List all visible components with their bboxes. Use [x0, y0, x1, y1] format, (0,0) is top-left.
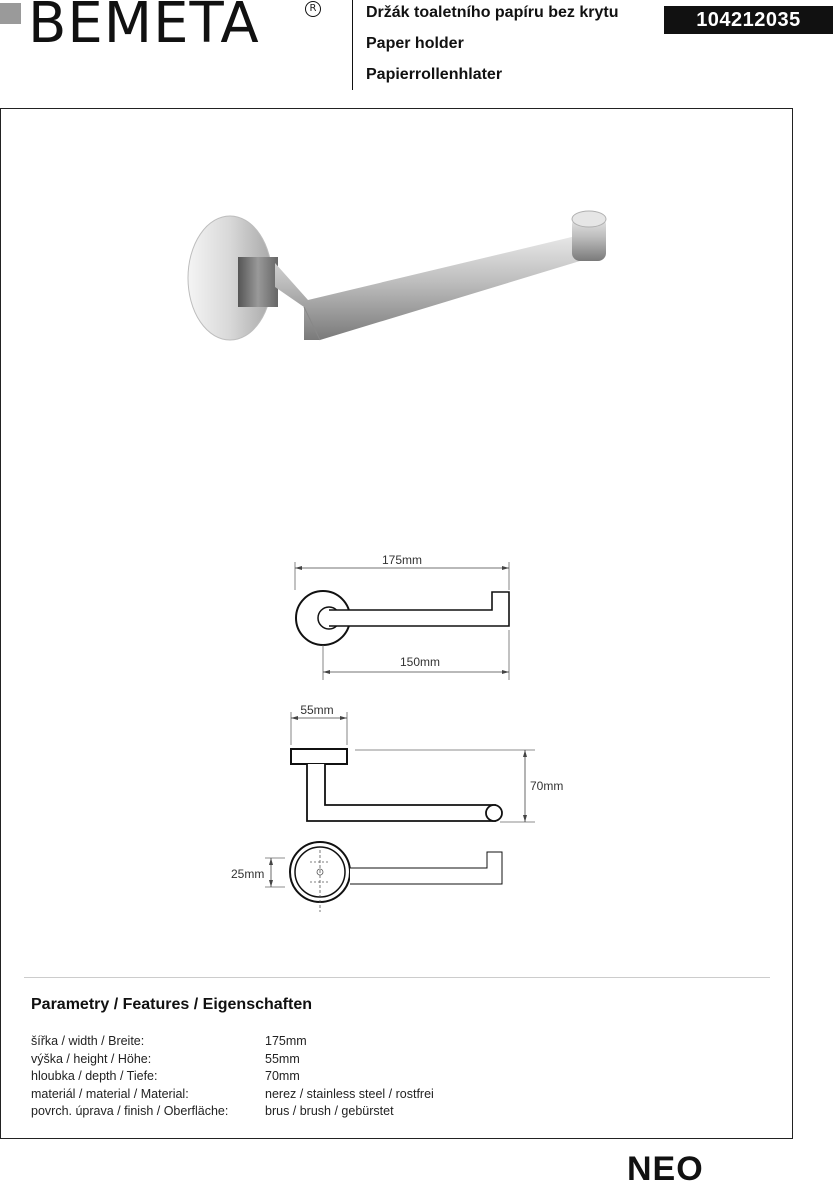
spec-value: 55mm: [265, 1051, 300, 1066]
spec-label: materiál / material / Material:: [31, 1086, 189, 1101]
series-name: NEO: [627, 1150, 704, 1188]
dim-arm-length: 150mm: [399, 655, 441, 669]
features-heading: Parametry / Features / Eigenschaften: [31, 996, 312, 1013]
spec-label: výška / height / Höhe:: [31, 1051, 152, 1066]
drawing-top-view: [285, 700, 575, 830]
spec-label: hloubka / depth / Tiefe:: [31, 1069, 158, 1083]
dim-height: 25mm: [231, 867, 265, 881]
spec-row-material: [31, 1087, 434, 1105]
spec-row-depth: [31, 1069, 434, 1087]
product-photo: [180, 195, 620, 365]
title-czech: Držák toaletního papíru bez krytu: [366, 4, 619, 21]
spec-value: brus / brush / gebürstet: [265, 1104, 394, 1118]
logo-mark: [0, 3, 21, 24]
brand-logo: BEMETA: [28, 0, 260, 56]
product-code: 104212035: [664, 6, 833, 34]
spec-value: nerez / stainless steel / rostfrei: [265, 1086, 434, 1101]
drawing-front-view: [280, 550, 525, 685]
dim-overall-width: 175mm: [381, 553, 423, 567]
dim-width: 55mm: [300, 703, 334, 717]
title-english: Paper holder: [366, 35, 464, 52]
spec-label: povrch. úprava / finish / Oberfläche:: [31, 1104, 229, 1118]
spec-value: 70mm: [265, 1069, 300, 1083]
drawing-side-view: [225, 840, 515, 920]
spec-label: šířka / width / Breite:: [31, 1034, 145, 1048]
title-german: Papierrollenhlater: [366, 66, 503, 83]
spec-row-width: [31, 1034, 434, 1052]
spec-value: 175mm: [265, 1034, 307, 1048]
spec-table: [31, 1034, 434, 1122]
features-divider: [24, 977, 770, 978]
dim-depth: 70mm: [530, 779, 564, 793]
registered-mark: R: [305, 1, 321, 17]
spec-row-finish: [31, 1104, 434, 1122]
header-divider: [352, 0, 353, 90]
spec-row-height: [31, 1052, 434, 1070]
